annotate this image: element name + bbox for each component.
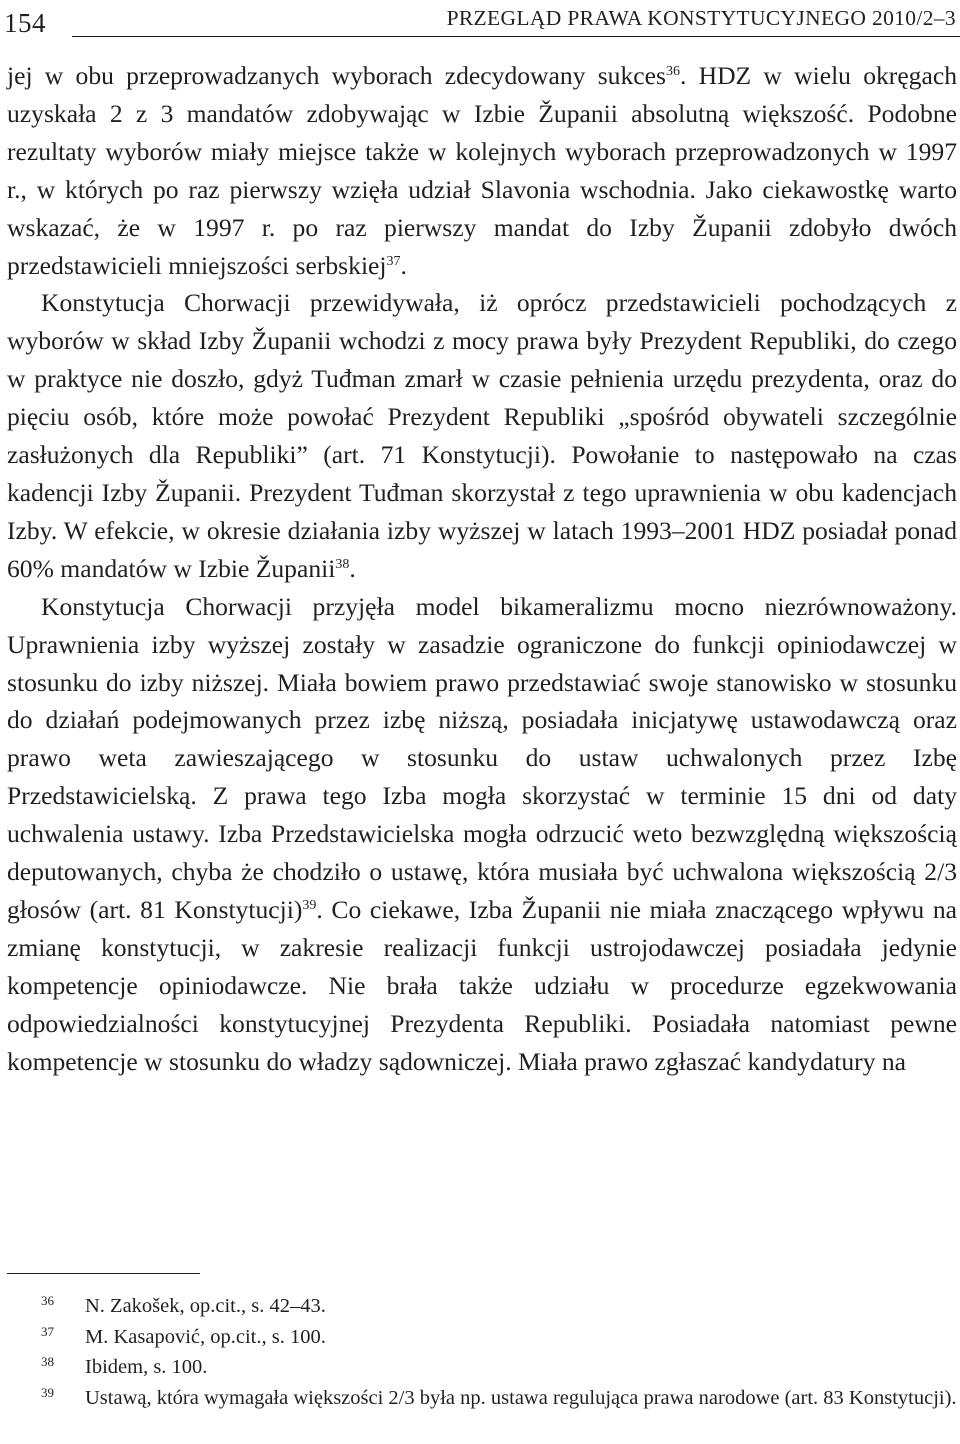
paragraph-1-text-c: .	[400, 250, 407, 280]
page-number: 154	[4, 8, 46, 38]
paragraph-2-text-a: Konstytucja Chorwacji przewidywała, iż oprócz przedstawicieli pochodzących z wyborów w skład Izby Županii wchodzi z mocy prawa były Prezydent Republiki, do czego w praktyce nie doszło, gdyż Tuđman zmarł w czasie pełnienia urzędu prezydenta, oraz do pięciu osób, które może powołać Prezydent Republiki „spośród obywateli szczególnie zasłużonych dla Republiki” (art. 71 Konstytucji). Powołanie to następowało na czas kadencji Izby Županii. Prezydent Tuđman skorzystał z tego uprawnienia w obu kadencjach Izby. W efekcie, w okresie działania izby wyższej w latach 1993–2001 HDZ posiadał ponad 60% mandatów w Izbie Županii	[7, 288, 957, 583]
paragraph-1	[7, 57, 957, 284]
footnote-ref-38[interactable]: 38	[335, 556, 350, 572]
footnote-separator	[7, 1273, 200, 1274]
footnote-36	[7, 1291, 957, 1322]
running-header	[0, 0, 960, 50]
footnote-37	[7, 1322, 957, 1353]
footnote-number: 36	[41, 1293, 54, 1308]
paragraph-3-text-a: Konstytucja Chorwacji przyjęła model bikameralizmu mocno niezrównoważony. Uprawnienia izby wyższej zostały w zasadzie ograniczone do funkcji opiniodawczej w stosunku do izby niższej. Miała bowiem prawo przedstawiać swoje stanowisko w stosunku do działań podejmowanych przez izbę niższą, posiadała inicjatywę ustawodawczą oraz prawo weta zawieszającego w stosunku do ustaw uchwalonych przez Izbę Przedstawicielską. Z prawa tego Izba mogła skorzystać w terminie 15 dni od daty uchwalenia ustawy. Izba Przedstawicielska mogła odrzucić weto bezwzględną większością deputowanych, chyba że chodziło o ustawę, która musiała być uchwalona większością 2/3 głosów (art. 81 Konstytucji)	[7, 591, 957, 924]
footnote-ref-39[interactable]: 39	[302, 897, 317, 913]
footnote-text: N. Zakošek, op.cit., s. 42–43.	[85, 1295, 326, 1317]
footnote-number: 37	[41, 1323, 54, 1339]
footnote-ref-37[interactable]: 37	[386, 253, 401, 269]
footnote-38	[7, 1352, 957, 1383]
footnote-number: 39	[41, 1384, 54, 1400]
body-text	[7, 57, 957, 1080]
journal-title: PRZEGLĄD PRAWA KONSTYTUCYJNEGO 2010/2–3	[446, 6, 956, 30]
footnote-text: M. Kasapović, op.cit., s. 100.	[85, 1325, 326, 1348]
paragraph-3-text-b: . Co ciekawe, Izba Županii nie miała znaczącego wpływu na zmianę konstytucji, w zakresie realizacji funkcji ustrojodawczej posiadała jedynie kompetencje opiniodawcze. Nie brała także udziału w procedurze egzekwowania odpowiedzialności konstytucyjnej Prezydenta Republiki. Posiadała natomiast pewne kompetencje w stosunku do władzy sądowniczej. Miała prawo zgłaszać kandydatury na	[7, 894, 957, 1076]
paragraph-2	[7, 284, 957, 587]
footnote-text: Ibidem, s. 100.	[85, 1356, 208, 1378]
paragraph-2-text-b: .	[349, 553, 356, 583]
footnote-ref-36[interactable]: 36	[665, 64, 680, 79]
footnote-39	[7, 1383, 957, 1414]
paragraph-1-text-b: . HDZ w wielu okręgach uzyskała 2 z 3 mandatów zdobywając w Izbie Županii absolutną większość. Podobne rezultaty wyborów miały miejsce także w kolejnych wyborach przeprowadzonych w 1997 r., w których po raz pierwszy wzięła udział Slavonia wschodnia. Jako ciekawostkę warto wskazać, że w 1997 r. po raz pierwszy mandat do Izby Županii zdobyło dwóch przedstawicieli mniejszości serbskiej	[7, 61, 957, 280]
footnotes	[7, 1291, 957, 1413]
paragraph-3	[7, 588, 957, 1081]
footnote-number: 38	[41, 1354, 54, 1369]
footnote-text: Ustawą, która wymagała większości 2/3 była np. ustawa regulująca prawa narodowe (art. 83 Konstytucji).	[85, 1386, 957, 1409]
paragraph-1-text-a: jej w obu przeprowadzanych wyborach zdecydowany sukces	[7, 61, 666, 90]
header-rule	[72, 36, 960, 37]
